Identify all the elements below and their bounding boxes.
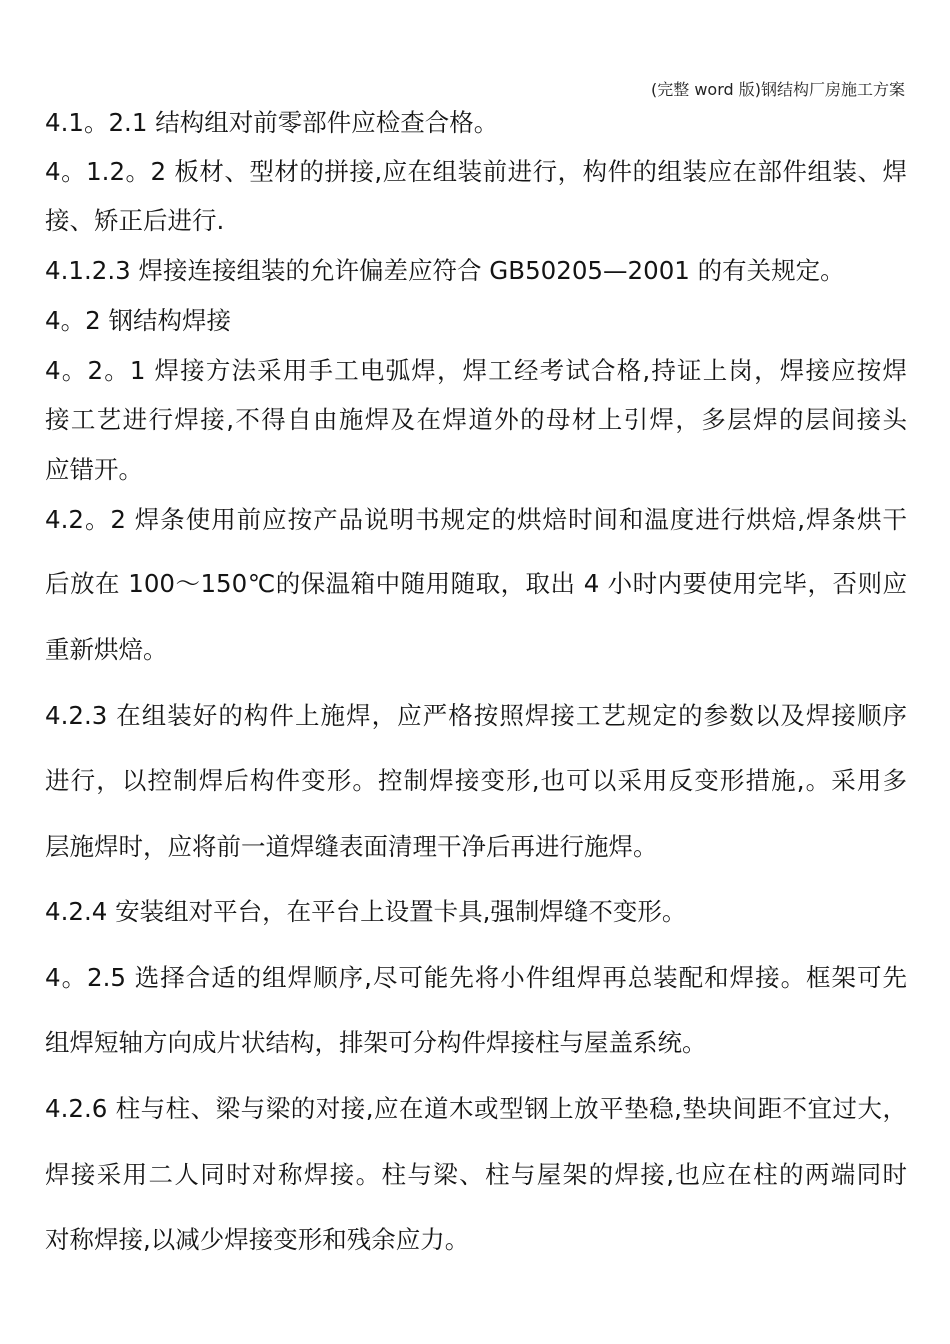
text-line: 4.2.3 在组装好的构件上施焊，应严格按照焊接工艺规定的参数以及焊接顺序 [45, 701, 907, 730]
text-line: 应错开。 [45, 455, 143, 484]
text-line: 4.2.6 柱与柱、梁与梁的对接,应在道木或型钢上放平垫稳,垫块间距不宜过大， [45, 1094, 907, 1123]
text-line: 4.2。2 焊条使用前应按产品说明书规定的烘焙时间和温度进行烘焙,焊条烘干 [45, 505, 907, 534]
text-line: 4。1.2。2 板材、型材的拼接,应在组装前进行，构件的组装应在部件组装、焊 [45, 157, 907, 186]
text-line: 4。2 钢结构焊接 [45, 306, 231, 335]
text-line: 4.1.2.3 焊接连接组装的允许偏差应符合 GB50205—2001 的有关规定。 [45, 256, 845, 285]
text-line: 进行，以控制焊后构件变形。控制焊接变形,也可以采用反变形措施,。采用多 [45, 766, 907, 795]
page-header-title: (完整 word 版)钢结构厂房施工方案 [651, 80, 905, 99]
text-line: 后放在 100～150℃的保温箱中随用随取，取出 4 小时内要使用完毕，否则应 [45, 569, 907, 598]
text-line: 对称焊接,以减少焊接变形和残余应力。 [45, 1225, 470, 1254]
text-line: 接工艺进行焊接,不得自由施焊及在焊道外的母材上引焊，多层焊的层间接头 [45, 405, 907, 434]
text-line: 4。2。1 焊接方法采用手工电弧焊，焊工经考试合格,持证上岗，焊接应按焊 [45, 356, 907, 385]
text-line: 4.2.4 安装组对平台，在平台上设置卡具,强制焊缝不变形。 [45, 897, 687, 926]
text-line: 组焊短轴方向成片状结构，排架可分构件焊接柱与屋盖系统。 [45, 1028, 707, 1057]
text-line: 4.1。2.1 结构组对前零部件应检查合格。 [45, 108, 499, 137]
text-line: 焊接采用二人同时对称焊接。柱与梁、柱与屋架的焊接,也应在柱的两端同时 [45, 1160, 907, 1189]
text-line: 4。2.5 选择合适的组焊顺序,尽可能先将小件组焊再总装配和焊接。框架可先 [45, 963, 907, 992]
text-line: 层施焊时，应将前一道焊缝表面清理干净后再进行施焊。 [45, 832, 658, 861]
text-line: 重新烘焙。 [45, 635, 168, 664]
text-line: 接、矫正后进行. [45, 206, 225, 235]
